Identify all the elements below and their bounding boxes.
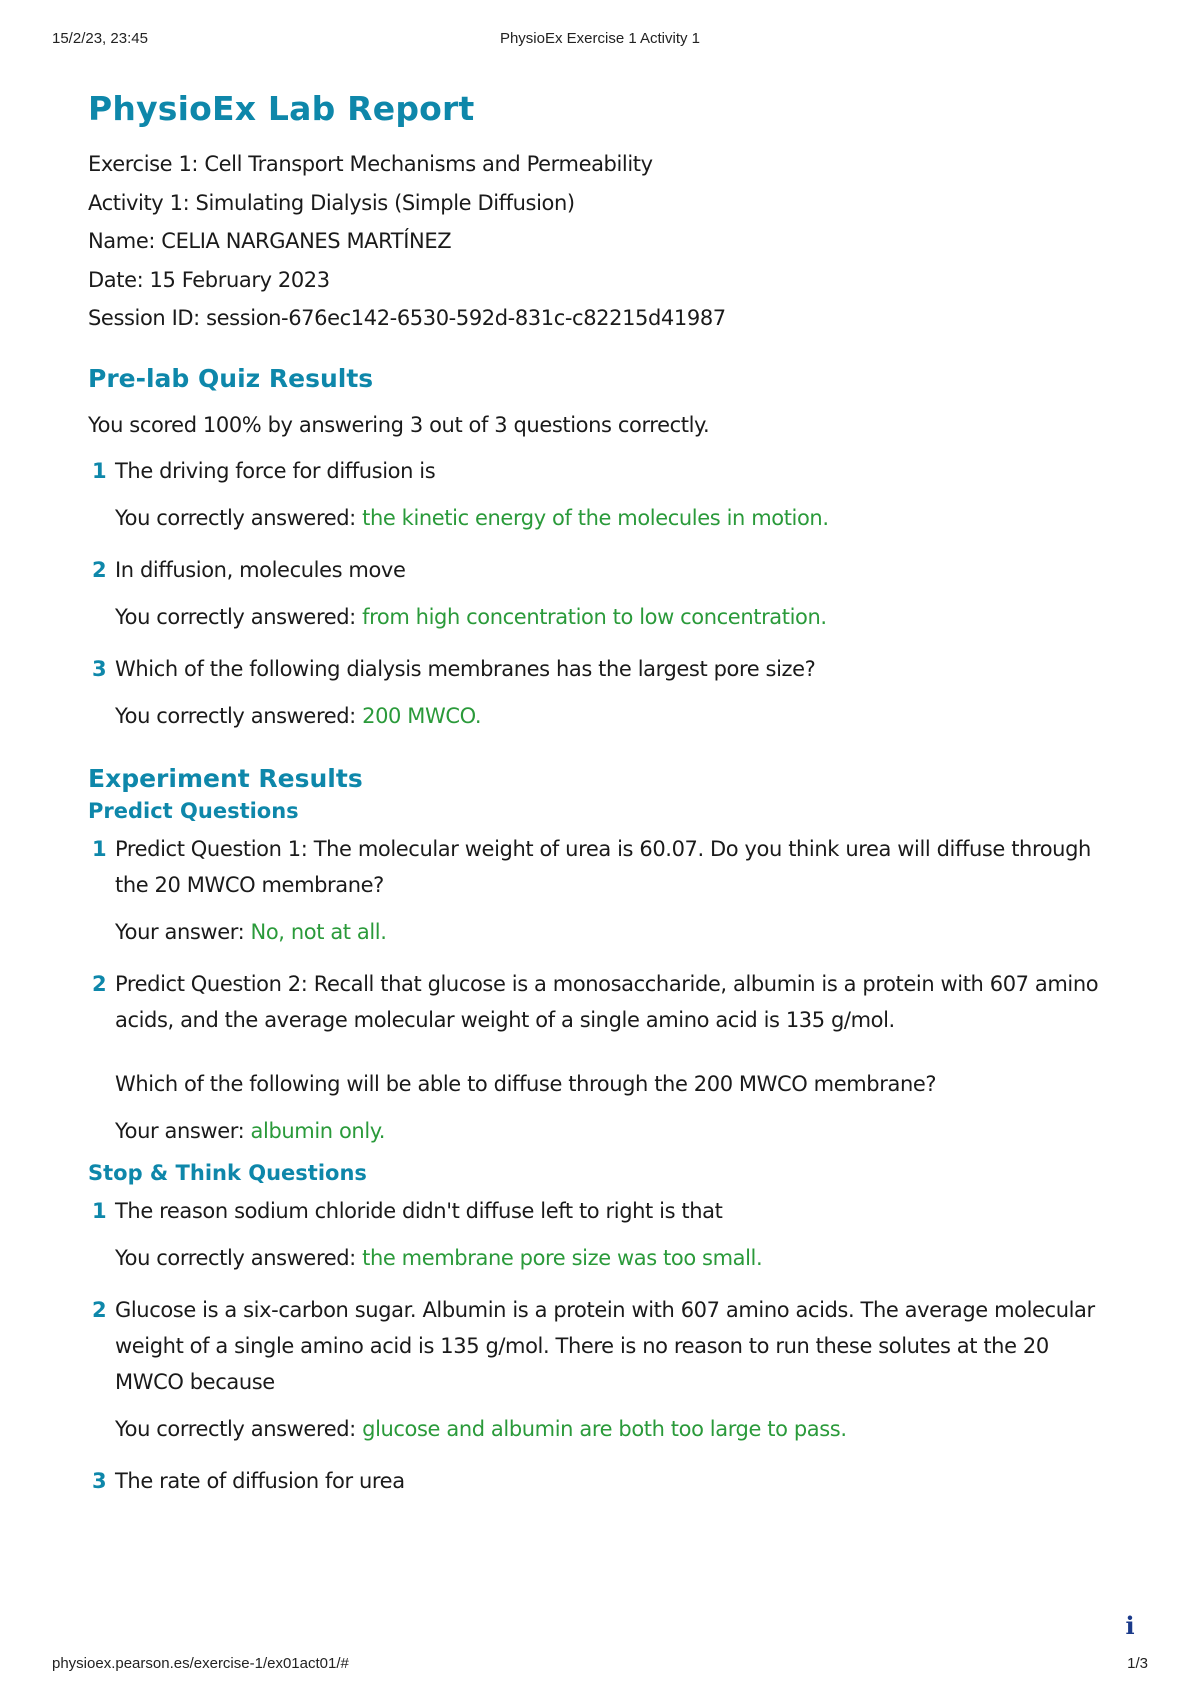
session-id: Session ID: session-676ec142-6530-592d-831c-c82215d41987 — [88, 306, 726, 330]
answer-value: 200 MWCO. — [362, 703, 482, 728]
info-icon[interactable]: i — [1125, 1611, 1135, 1640]
answer-label: You correctly answered: — [115, 505, 356, 530]
answer-label: You correctly answered: — [115, 703, 356, 728]
print-datetime: 15/2/23, 23:45 — [52, 30, 148, 47]
answer-label: You correctly answered: — [115, 1416, 356, 1441]
student-name: Name: CELIA NARGANES MARTÍNEZ — [88, 229, 452, 253]
report-date: Date: 15 February 2023 — [88, 267, 330, 292]
report-title: PhysioEx Lab Report — [88, 89, 475, 128]
answer-label: Your answer: — [115, 919, 245, 944]
question-number: 2 — [92, 971, 107, 996]
question-number: 1 — [92, 1198, 107, 1223]
question-text: Which of the following dialysis membranes has the largest pore size? — [115, 656, 816, 681]
stop-question-1 — [88, 1193, 1138, 1276]
question-number: 2 — [92, 557, 107, 582]
page-number: 1/3 — [1127, 1655, 1148, 1672]
answer-label: You correctly answered: — [115, 1245, 356, 1270]
question-text: The driving force for diffusion is — [115, 458, 436, 483]
question-number: 2 — [92, 1297, 107, 1322]
page-url: physioex.pearson.es/exercise-1/ex01act01/# — [52, 1655, 349, 1672]
stop-question-3 — [88, 1463, 1138, 1499]
predict-question-1 — [88, 831, 1138, 950]
print-doc-title: PhysioEx Exercise 1 Activity 1 — [499, 30, 701, 47]
experiment-heading: Experiment Results — [88, 763, 363, 793]
answer-value: the kinetic energy of the molecules in motion. — [362, 505, 829, 530]
prelab-heading: Pre-lab Quiz Results — [88, 363, 374, 393]
stop-think-heading: Stop & Think Questions — [88, 1160, 367, 1185]
prelab-question-3 — [88, 651, 1138, 734]
question-text: Predict Question 1: The molecular weight of urea is 60.07. Do you think urea will diffuse through — [115, 836, 1091, 861]
question-text-cont: MWCO because — [115, 1369, 275, 1394]
answer-value: albumin only. — [250, 1118, 386, 1143]
print-header — [52, 30, 1148, 50]
prelab-question-2 — [88, 552, 1138, 635]
answer-value: No, not at all. — [250, 919, 387, 944]
predict-heading: Predict Questions — [88, 798, 299, 823]
answer-label: You correctly answered: — [115, 604, 356, 629]
question-text-cont: the 20 MWCO membrane? — [115, 872, 384, 897]
activity-line: Activity 1: Simulating Dialysis (Simple Diffusion) — [88, 190, 575, 215]
question-text: The rate of diffusion for urea — [115, 1468, 405, 1493]
question-text: Predict Question 2: Recall that glucose is a monosaccharide, albumin is a protein with 607 amino — [115, 971, 1099, 996]
question-text: The reason sodium chloride didn't diffuse left to right is that — [115, 1198, 723, 1223]
question-number: 1 — [92, 836, 107, 861]
prelab-question-1 — [88, 453, 1138, 536]
predict-question-2 — [88, 966, 1138, 1149]
question-text-cont: acids, and the average molecular weight of a single amino acid is 135 g/mol. — [115, 1007, 895, 1032]
prelab-score: You scored 100% by answering 3 out of 3 questions correctly. — [88, 412, 710, 437]
report-meta — [88, 145, 1138, 338]
question-number: 1 — [92, 458, 107, 483]
question-number: 3 — [92, 1468, 107, 1493]
answer-value: from high concentration to low concentration. — [362, 604, 827, 629]
print-footer — [52, 1655, 1148, 1675]
question-number: 3 — [92, 656, 107, 681]
question-text-cont: weight of a single amino acid is 135 g/mol. There is no reason to run these solutes at the 20 — [115, 1333, 1049, 1358]
exercise-line: Exercise 1: Cell Transport Mechanisms and Permeability — [88, 152, 653, 176]
answer-value: glucose and albumin are both too large to pass. — [362, 1416, 847, 1441]
stop-question-2 — [88, 1292, 1138, 1447]
question-text-cont: Which of the following will be able to diffuse through the 200 MWCO membrane? — [115, 1071, 937, 1096]
answer-label: Your answer: — [115, 1118, 245, 1143]
question-text: In diffusion, molecules move — [115, 557, 406, 582]
answer-value: the membrane pore size was too small. — [362, 1245, 763, 1270]
question-text: Glucose is a six-carbon sugar. Albumin is a protein with 607 amino acids. The average molecular — [115, 1297, 1095, 1322]
report-content — [88, 85, 1138, 1499]
